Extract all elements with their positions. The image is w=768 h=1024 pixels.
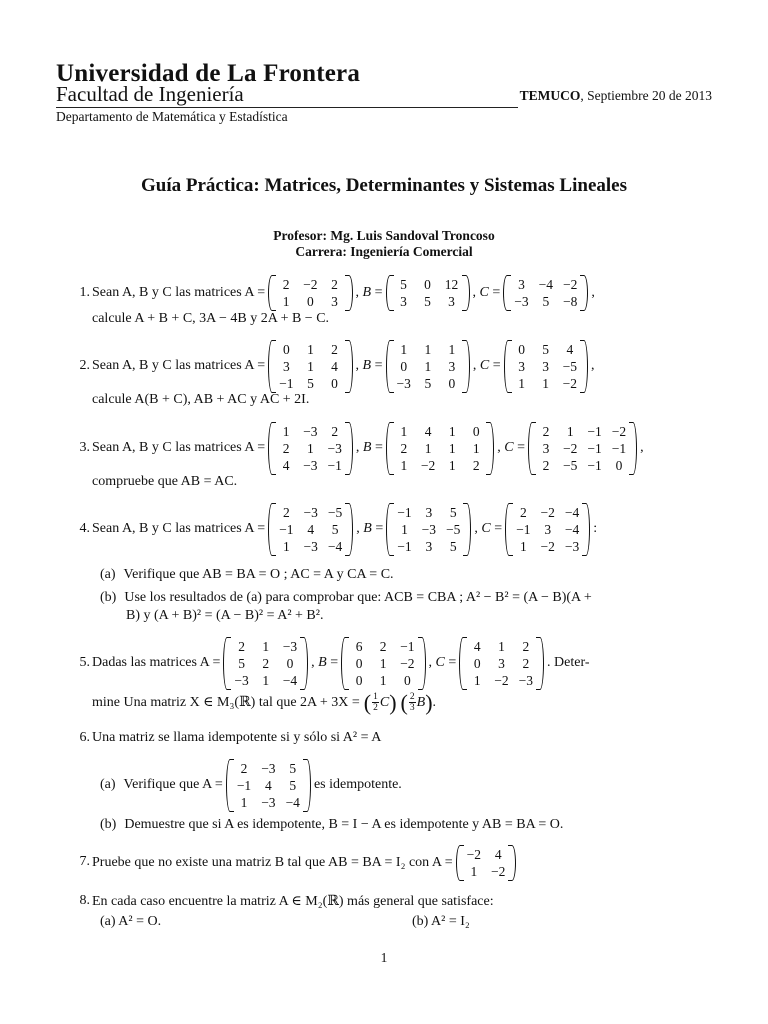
matrix: [223, 637, 308, 690]
matrix-entries: [536, 422, 629, 475]
matrix-entries: [394, 503, 463, 556]
problem-4b-text-2: B) y (A + B)² = (A − B)² = A² + B².: [126, 608, 324, 623]
left-parenthesis: [268, 340, 276, 393]
matrix: [386, 422, 494, 475]
matrix-entry: 2: [522, 638, 530, 654]
item-label: (a): [100, 777, 116, 792]
right-parenthesis: [345, 422, 353, 475]
matrix-entry: −1: [587, 457, 602, 473]
problem-6a-intro: Verifique que A =: [123, 777, 223, 792]
matrix-entry: 2: [262, 655, 270, 671]
matrix-entry: −1: [587, 423, 602, 439]
left-parenthesis: [268, 275, 276, 311]
problem-5-number: 5.: [79, 655, 90, 670]
left-parenthesis: [268, 503, 276, 556]
matrix-entry: 2: [522, 655, 530, 671]
matrix-entry: 0: [306, 294, 314, 309]
matrix: [459, 637, 544, 690]
date: , Septiembre 20 de 2013: [580, 88, 712, 103]
matrix-entries: [464, 845, 509, 881]
matrix: [268, 503, 353, 556]
matrix-entry: −2: [563, 440, 578, 456]
matrix-entry: 0: [355, 672, 363, 688]
right-parenthesis: [300, 637, 308, 690]
problem-6-text: Una matriz se llama idempotente si y sólo si A² = A: [92, 730, 382, 745]
matrix-entry: 3: [518, 277, 525, 292]
problem-5-task: mine Una matriz X ∈ M₃(ℝ) tal que 2A + 3X = ( $\frac{1}{2}$ C ) ( $\frac{2}{3}$ B ) .: [92, 689, 437, 715]
matrix-entry: 1: [307, 358, 314, 374]
problem-6b: [100, 817, 563, 833]
matrix: [505, 503, 590, 556]
matrix-entry: −3: [514, 294, 529, 309]
matrix-entry: 1: [282, 294, 290, 309]
matrix-entry: 2: [542, 457, 550, 473]
page-number: 1: [380, 950, 388, 965]
matrix-entry: 4: [307, 521, 315, 537]
matrix-entry: 5: [400, 277, 407, 292]
career: Carrera: Ingeniería Comercial: [295, 244, 473, 259]
matrix-entry: 0: [331, 375, 338, 391]
matrix-entry: 5: [424, 375, 432, 391]
matrix-entries: [276, 503, 345, 556]
matrix-entry: −2: [540, 538, 555, 554]
matrix-entry: 2: [331, 277, 338, 292]
problem-2-task: calcule A(B + C), AB + AC y AC + 2I.: [92, 392, 310, 407]
matrix-entry: 1: [498, 638, 505, 654]
matrix-entry: 1: [424, 440, 432, 456]
matrix-entries: [394, 275, 462, 311]
matrix-entry: 4: [494, 847, 502, 862]
problem-6a-tail: es idempotente.: [313, 777, 402, 792]
left-parenthesis: [341, 637, 349, 690]
problem-1-intro: Sean A, B y C las matrices A =: [92, 285, 266, 300]
matrix-entry: 0: [403, 672, 411, 688]
matrix-entry: 3: [425, 538, 433, 554]
matrix-entry: 3: [542, 440, 550, 456]
author-block: [0, 228, 768, 260]
right-parenthesis: [580, 340, 588, 393]
matrix-entry: 2: [282, 504, 290, 520]
matrix-entry: 5: [289, 760, 297, 776]
problem-3-statement: Sean A, B y C las matrices A = 1 −3 2 2 1 −3 4 −3 −1 , B = 1 4 1 0 2 1 1 1 1 −2 1 2 , C = 2 1 −1 −2 3 −2 −1 −1 2 −5 −1 0 ,: [92, 423, 644, 473]
matrix-entries: [276, 422, 345, 475]
right-parenthesis: [345, 275, 353, 311]
matrix-entry: 5: [542, 341, 550, 357]
problem-5-statement: Dadas las matrices A = 2 1 −3 5 2 0 −3 1 −4 , B = 6 2 −1 0 1 −2 0 1 0 , C = 4 1 2 0 3 2 1 −2 −3 . Deter-: [92, 638, 590, 688]
matrix-entry: 5: [289, 777, 297, 793]
matrix-entry: 1: [400, 457, 408, 473]
matrix-entry: 3: [400, 294, 407, 309]
matrix-entries: [349, 637, 417, 690]
problem-4b: [100, 590, 592, 606]
matrix-entry: −1: [327, 457, 342, 473]
problem-4b-text-1: Use los resultados de (a) para comprobar que: ACB = CBA ; A² − B² = (A − B)(A +: [124, 590, 592, 605]
matrix-entry: 4: [424, 423, 432, 439]
problem-4-statement: Sean A, B y C las matrices A = 2 −3 −5 −1 4 5 1 −3 −4 , B = −1 3 5 1 −3 −5 −1 3 5 , C = 2 −2 −4 −1 3 −4 1 −2 −3 :: [92, 504, 598, 554]
matrix-entry: 2: [240, 760, 248, 776]
left-parenthesis: [386, 503, 394, 556]
matrix-entry: 1: [306, 440, 314, 456]
problem-1-statement: Sean A, B y C las matrices A = 2 −2 2 1 0 3 , B = 5 0 12 3 5 3 , C = 3 −4 −2 −3 5 −8 ,: [92, 277, 595, 309]
matrix-entry: 3: [542, 358, 550, 374]
right-parenthesis: [462, 340, 470, 393]
matrix-entry: 3: [425, 504, 433, 520]
left-parenthesis: [226, 759, 234, 812]
matrix-entry: −3: [564, 538, 580, 554]
matrix: [226, 759, 311, 812]
matrix-entry: −3: [303, 538, 318, 554]
matrix-entry: −1: [587, 440, 602, 456]
matrix-entry: 0: [286, 655, 294, 671]
matrix-entry: 6: [355, 638, 363, 654]
matrix-entry: 5: [307, 375, 314, 391]
matrix-entry: 2: [282, 277, 290, 292]
matrix-entry: −1: [400, 638, 415, 654]
right-parenthesis: [486, 422, 494, 475]
problem-6b-text: Demuestre que si A es idempotente, B = I − A es idempotente y AB = BA = O.: [124, 817, 564, 832]
problem-2-number: 2.: [79, 358, 90, 373]
matrix-entry: −3: [396, 375, 411, 391]
matrix: [341, 637, 425, 690]
matrix-entry: 4: [331, 358, 338, 374]
right-parenthesis: [345, 503, 353, 556]
matrix-entry: 1: [400, 423, 408, 439]
left-parenthesis: [503, 275, 511, 311]
right-parenthesis: [462, 275, 470, 311]
matrix-entry: −2: [540, 504, 555, 520]
faculty-name: Facultad de Ingeniería: [56, 82, 244, 106]
matrix-entry: 1: [519, 538, 527, 554]
matrix-entry: 1: [379, 672, 387, 688]
matrix-entry: 4: [473, 638, 481, 654]
problem-7-number: 7.: [79, 854, 90, 869]
matrix: [268, 275, 352, 311]
city: TEMUCO: [519, 88, 581, 103]
right-parenthesis: [418, 637, 426, 690]
matrix-entry: 2: [519, 504, 527, 520]
matrix-entry: 1: [401, 521, 408, 537]
matrix-entry: −2: [562, 375, 578, 391]
problem-7-text: Pruebe que no existe una matriz B tal que AB = BA = I₂ con A =: [92, 855, 453, 870]
matrix-entry: −4: [564, 521, 580, 537]
matrix-entry: −3: [303, 457, 318, 473]
matrix-entry: 1: [424, 358, 432, 374]
problem-8a: (a) A² = O.: [100, 914, 162, 929]
problem-5-task-text: mine Una matriz X ∈ M₃(ℝ) tal que 2A + 3X =: [92, 695, 360, 710]
item-label: (b): [100, 590, 117, 605]
problem-3-number: 3.: [79, 440, 90, 455]
matrix-entry: −2: [494, 672, 509, 688]
matrix-entry: −5: [327, 504, 343, 520]
matrix-entry: 1: [282, 538, 290, 554]
matrix-entry: 2: [238, 638, 245, 654]
problem-1-task: calcule A + B + C, 3A − 4B y 2A + B − C.: [92, 311, 330, 326]
matrix-entry: 1: [282, 423, 290, 439]
matrix-entry: −5: [446, 521, 461, 537]
matrix-entry: 1: [448, 457, 456, 473]
document-title: Guía Práctica: Matrices, Determinantes y Sistemas Lineales: [141, 175, 627, 196]
right-parenthesis: [345, 340, 353, 393]
matrix-entries: [276, 340, 344, 393]
matrix-entry: 0: [400, 358, 408, 374]
problem-7-statement: [92, 844, 519, 882]
fraction: $\frac{2}{3}$: [409, 692, 415, 713]
matrix-entry: −3: [282, 638, 298, 654]
left-parenthesis: [386, 422, 394, 475]
matrix-entry: 1: [473, 672, 481, 688]
problem-8b: (b) A² = I₂: [412, 914, 470, 929]
matrix-entry: 1: [566, 423, 574, 439]
matrix-entries: [467, 637, 536, 690]
matrix-entry: −4: [282, 672, 298, 688]
matrix-entry: 0: [424, 277, 431, 292]
matrix: [386, 503, 471, 556]
matrix-entries: [276, 275, 344, 311]
matrix-entry: 2: [400, 440, 408, 456]
matrix-entry: −1: [279, 521, 294, 537]
right-parenthesis: [508, 845, 516, 881]
problem-3-intro: Sean A, B y C las matrices A =: [92, 440, 266, 455]
matrix-entry: −2: [400, 655, 415, 671]
problem-4a: [100, 567, 394, 583]
matrix-entry: 1: [518, 375, 526, 391]
matrix-entry: 4: [282, 457, 290, 473]
matrix-entry: 5: [542, 294, 550, 309]
matrix-entry: 5: [449, 538, 457, 554]
matrix-entry: 3: [331, 294, 338, 309]
matrix-entry: 3: [544, 521, 552, 537]
matrix-entry: 1: [240, 794, 248, 810]
matrix-entry: 0: [615, 457, 623, 473]
matrix-entry: 0: [448, 375, 456, 391]
matrix: [268, 422, 353, 475]
left-parenthesis: [386, 340, 394, 393]
left-parenthesis: [456, 845, 464, 881]
matrix-entry: 1: [470, 864, 478, 879]
problem-1-number: 1.: [79, 285, 90, 300]
matrix-entry: 0: [473, 655, 481, 671]
matrix-entry: 2: [331, 423, 339, 439]
matrix-entries: [394, 340, 462, 393]
left-parenthesis: [223, 637, 231, 690]
problem-4-number: 4.: [79, 521, 90, 536]
matrix-entry: −2: [491, 864, 506, 879]
matrix-entries: [231, 637, 300, 690]
right-parenthesis: [303, 759, 311, 812]
matrix-entry: −5: [563, 457, 578, 473]
matrix: [503, 275, 588, 311]
matrix-entries: [234, 759, 303, 812]
left-parenthesis: [528, 422, 536, 475]
matrix-entries: [394, 422, 486, 475]
matrix-entry: −1: [236, 777, 252, 793]
fraction: $\frac{1}{2}$: [373, 692, 378, 713]
matrix-entry: 3: [498, 655, 505, 671]
matrix-entry: 2: [379, 638, 387, 654]
matrix-entry: 0: [355, 655, 363, 671]
matrix-entry: 0: [472, 423, 480, 439]
matrix-entry: 1: [379, 655, 387, 671]
matrix-entry: −3: [261, 794, 276, 810]
right-parenthesis: [536, 637, 544, 690]
matrix-entry: 3: [448, 358, 456, 374]
problem-3-task: compruebe que AB = AC.: [92, 474, 238, 489]
problem-8-text: En cada caso encuentre la matriz A ∈ M₂(ℝ) más general que satisface:: [92, 894, 494, 909]
matrix-entry: −1: [397, 538, 412, 554]
left-parenthesis: [459, 637, 467, 690]
matrix-entry: −4: [327, 538, 343, 554]
matrix-entry: 2: [282, 440, 290, 456]
matrix: [268, 340, 352, 393]
matrix-entry: −2: [611, 423, 627, 439]
matrix-entry: 3: [282, 358, 290, 374]
matrix-entry: 5: [424, 294, 431, 309]
matrix-entry: 4: [265, 777, 272, 793]
matrix-entries: [511, 275, 580, 311]
item-label: (b): [100, 817, 117, 832]
matrix-entry: 1: [542, 375, 550, 391]
matrix-entry: 1: [262, 672, 270, 688]
matrix-entry: −4: [564, 504, 580, 520]
matrix-entry: 12: [444, 277, 459, 292]
right-parenthesis: [582, 503, 590, 556]
matrix-entry: 5: [238, 655, 245, 671]
item-label: (a): [100, 567, 116, 582]
problem-4a-text: Verifique que AB = BA = O ; AC = A y CA = C.: [123, 567, 394, 582]
matrix: [504, 340, 588, 393]
matrix-entry: −2: [563, 277, 578, 292]
left-parenthesis: [505, 503, 513, 556]
matrix-entry: 2: [542, 423, 550, 439]
matrix-entries: [513, 503, 582, 556]
matrix-entry: −3: [421, 521, 437, 537]
problem-2-statement: Sean A, B y C las matrices A = 0 1 2 3 1 4 −1 5 0 , B = 1 1 1 0 1 3 −3 5 0 , C = 0 5 4 3 3 −5 1 1 −2 ,: [92, 341, 595, 391]
matrix-entry: −1: [397, 504, 412, 520]
matrix: [456, 845, 517, 881]
matrix-entry: 1: [448, 423, 456, 439]
matrix-entry: 0: [518, 341, 526, 357]
matrix-entry: −4: [538, 277, 554, 292]
matrix-entry: 1: [472, 440, 480, 456]
matrix-entry: −3: [518, 672, 534, 688]
problem-6a: [100, 757, 402, 813]
matrix: [528, 422, 637, 475]
matrix: [386, 275, 470, 311]
matrix-entry: 5: [449, 504, 457, 520]
matrix-entry: 3: [448, 294, 455, 309]
university-name: Universidad de La Frontera: [56, 60, 361, 87]
matrix: [386, 340, 470, 393]
problem-6-number: 6.: [79, 730, 90, 745]
matrix-entry: 1: [400, 341, 408, 357]
problem-8-number: 8.: [79, 893, 90, 908]
right-parenthesis: [580, 275, 588, 311]
matrix-entry: −8: [563, 294, 578, 309]
matrix-entries: [512, 340, 580, 393]
matrix-entry: −3: [261, 760, 276, 776]
problem-2-intro: Sean A, B y C las matrices A =: [92, 358, 266, 373]
problem-5-intro: Dadas las matrices A =: [92, 655, 221, 670]
left-parenthesis: [504, 340, 512, 393]
matrix-entry: 5: [331, 521, 339, 537]
matrix-entry: 2: [472, 457, 480, 473]
problem-5-tail: . Deter-: [547, 655, 590, 670]
matrix-entry: −2: [420, 457, 436, 473]
matrix-entry: −1: [611, 440, 627, 456]
matrix-entry: −4: [285, 794, 300, 810]
matrix-entry: 2: [331, 341, 338, 357]
department-name: Departamento de Matemática y Estadística: [56, 109, 288, 124]
right-parenthesis: [629, 422, 637, 475]
matrix-entry: 4: [566, 341, 574, 357]
header-rule: [56, 107, 518, 108]
matrix-entry: 1: [262, 638, 270, 654]
professor: Profesor: Mg. Luis Sandoval Troncoso: [273, 228, 495, 243]
matrix-entry: −5: [562, 358, 578, 374]
matrix-entry: 1: [448, 341, 456, 357]
matrix-entry: −3: [234, 672, 249, 688]
problem-4-intro: Sean A, B y C las matrices A =: [92, 521, 266, 536]
matrix-entry: 1: [424, 341, 432, 357]
place-date: [520, 88, 712, 104]
matrix-entry: −3: [303, 423, 318, 439]
matrix-entry: 3: [518, 358, 526, 374]
matrix-entry: −3: [303, 504, 318, 520]
matrix-entry: −1: [279, 375, 294, 391]
matrix-entry: −2: [303, 277, 318, 292]
matrix-entry: 1: [448, 440, 456, 456]
matrix-entry: 0: [282, 341, 290, 357]
left-parenthesis: [386, 275, 394, 311]
matrix-entry: −3: [327, 440, 342, 456]
matrix-entry: 1: [307, 341, 314, 357]
left-parenthesis: [268, 422, 276, 475]
matrix-entry: −1: [516, 521, 531, 537]
matrix-entry: −2: [466, 847, 481, 862]
right-parenthesis: [463, 503, 471, 556]
